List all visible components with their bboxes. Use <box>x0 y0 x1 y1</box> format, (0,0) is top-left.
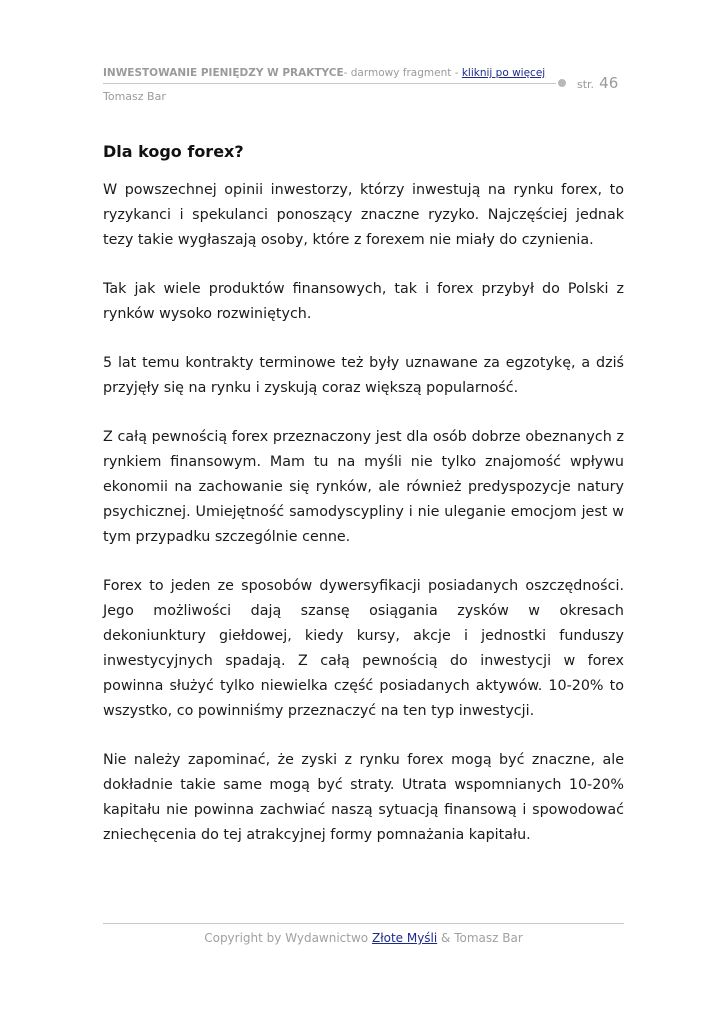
page-header <box>103 64 624 114</box>
fragment-label: - darmowy fragment - <box>343 67 462 79</box>
publisher-link[interactable]: Złote Myśli <box>371 931 438 945</box>
page-label: str. <box>577 78 595 91</box>
paragraph-4: Z całą pewnością forex przeznaczony jest dla osób dobrze obeznanych z rynkiem finansowym. Mam tu na myśli nie tylko znajomość wpływu ekonomii na zachowanie się rynków, ale również predyspozycje natury psychicznej. Umiejętność samodyscypliny i nie uleganie emocjom jest w tym przypadku szczególnie cenne. <box>103 429 624 545</box>
article-body <box>103 178 624 872</box>
paragraph-5: Forex to jeden ze sposobów dywersyfikacji posiadanych oszczędności. Jego możliwości dają szansę osiągania zysków w okresach dekoniunktury giełdowej, kiedy kursy, akcje i jednostki funduszy inwestycyjnych spadają. Z całą pewnością do inwestycji w forex powinna służyć tylko niewielka część posiadanych aktywów. 10-20% to wszystko, co powinniśmy przeznaczyć na ten typ inwestycji. <box>103 578 624 719</box>
paragraph-2: Tak jak wiele produktów finansowych, tak i forex przybył do Polski z rynków wysoko rozwiniętych. <box>103 281 624 322</box>
page-number: 46 <box>599 74 619 92</box>
page-footer <box>103 930 624 946</box>
copyright-suffix: & Tomasz Bar <box>437 931 523 945</box>
header-title-line <box>103 67 545 80</box>
page-number-block <box>577 73 618 92</box>
section-heading: Dla kogo forex? <box>103 142 244 161</box>
paragraph-3: 5 lat temu kontrakty terminowe też były uznawane za egzotykę, a dziś przyjęły się na rynku i zyskują coraz większą popularność. <box>103 355 624 396</box>
paragraph-6: Nie należy zapominać, że zyski z rynku forex mogą być znaczne, ale dokładnie takie same mogą być straty. Utrata wspomnianych 10-20% kapitału nie powinna zachwiać naszą sytuacją finansową i spowodować zniechęcenia do tej atrakcyjnej formy pomnażania kapitału. <box>103 752 624 843</box>
more-link[interactable]: kliknij po więcej <box>461 67 546 79</box>
footer-divider <box>103 923 624 924</box>
copyright-prefix: Copyright by Wydawnictwo <box>204 931 372 945</box>
header-author: Tomasz Bar <box>103 90 166 103</box>
document-page <box>103 0 624 1030</box>
book-title: INWESTOWANIE PIENIĘDZY W PRAKTYCE <box>103 67 344 79</box>
paragraph-1: W powszechnej opinii inwestorzy, którzy inwestują na rynku forex, to ryzykanci i spekulanci ponoszący znaczne ryzyko. Najczęściej jednak tezy takie wygłaszają osoby, które z forexem nie miały do czynienia. <box>103 182 624 248</box>
bullet-dot-icon <box>558 79 566 87</box>
header-divider <box>103 83 556 84</box>
